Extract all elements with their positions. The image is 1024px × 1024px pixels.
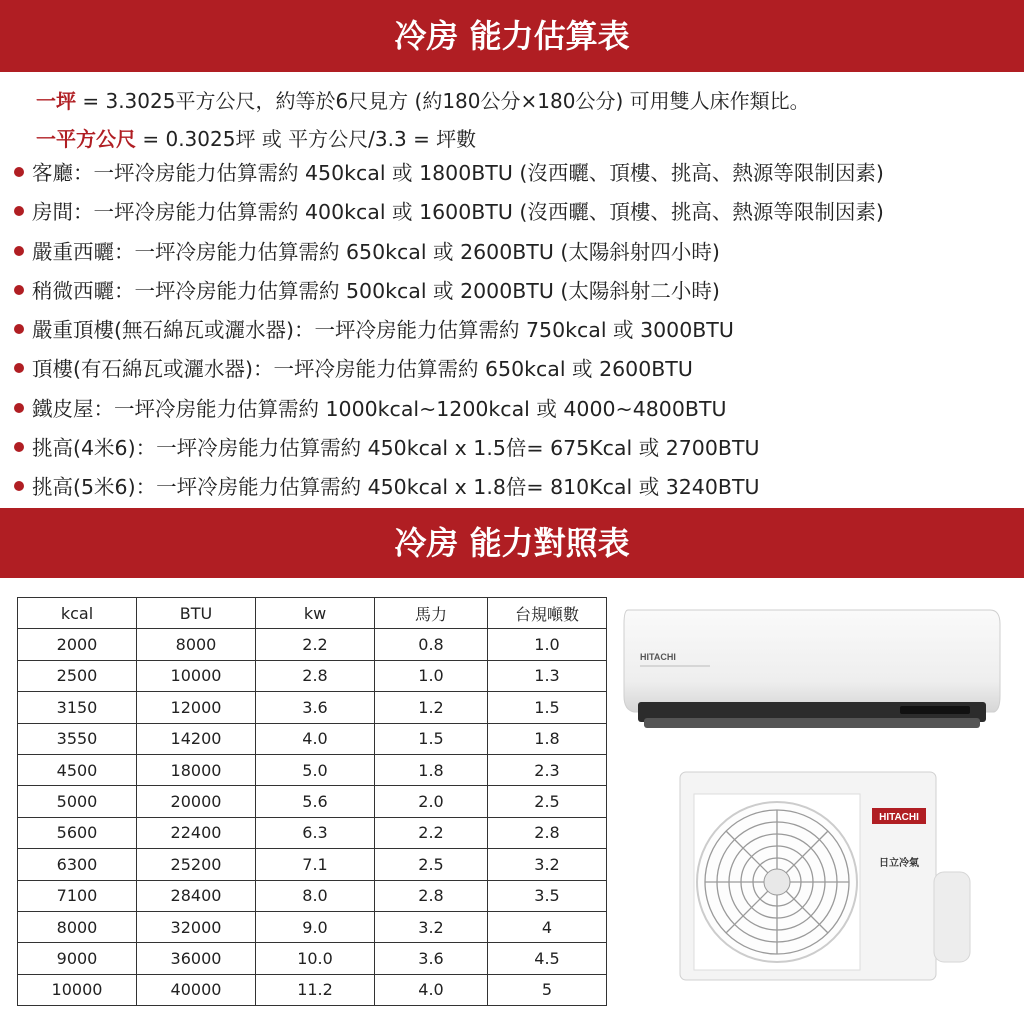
table-cell: 1.5: [488, 692, 607, 723]
table-cell: 20000: [137, 786, 256, 817]
table-cell: 25200: [137, 849, 256, 880]
table-header-row: [18, 598, 607, 629]
table-cell: 5600: [18, 817, 137, 848]
table-cell: 6.3: [256, 817, 375, 848]
table-row: [18, 660, 607, 691]
list-item-text: 頂樓(有石綿瓦或灑水器)：一坪冷房能力估算需約 650kcal 或 2600BTU: [32, 357, 693, 382]
table-cell: 2.2: [256, 629, 375, 660]
table-cell: 10000: [18, 974, 137, 1005]
table-row: [18, 974, 607, 1005]
list-item: [14, 272, 884, 311]
table-cell: 12000: [137, 692, 256, 723]
table-cell: 2.8: [375, 880, 488, 911]
list-item: [14, 154, 884, 193]
bullet-dot-icon: [14, 167, 24, 177]
definition-ping: [36, 82, 810, 120]
table-cell: 4500: [18, 754, 137, 785]
definition-text: = 3.3025平方公尺，約等於6尺見方 (約180公分×180公分) 可用雙人床作類比。: [76, 89, 810, 113]
definition-term: 一坪: [36, 89, 76, 113]
table-row: [18, 880, 607, 911]
table-cell: 9.0: [256, 911, 375, 942]
table-row: [18, 692, 607, 723]
list-item-text: 房間：一坪冷房能力估算需約 400kcal 或 1600BTU (沒西曬、頂樓、挑高、熱源等限制因素): [32, 200, 884, 225]
table-cell: 5.6: [256, 786, 375, 817]
table-cell: 3.6: [256, 692, 375, 723]
list-item-text: 挑高(5米6)：一坪冷房能力估算需約 450kcal x 1.8倍= 810Kcal 或 3240BTU: [32, 475, 760, 500]
table-cell: 8000: [18, 911, 137, 942]
table-cell: 2.3: [488, 754, 607, 785]
table-cell: 4.0: [256, 723, 375, 754]
table-row: [18, 911, 607, 942]
table-cell: 3.6: [375, 943, 488, 974]
definition-sqm: [36, 120, 810, 158]
table-cell: 2.8: [256, 660, 375, 691]
table-cell: 6300: [18, 849, 137, 880]
column-header: 馬力: [375, 598, 488, 629]
indoor-ac-unit-image: [620, 600, 1002, 740]
table-cell: 9000: [18, 943, 137, 974]
indoor-brand-label: HITACHI: [640, 652, 676, 662]
table-cell: 3.2: [375, 911, 488, 942]
table-cell: 8.0: [256, 880, 375, 911]
table-cell: 5.0: [256, 754, 375, 785]
table-cell: 2.5: [375, 849, 488, 880]
table-cell: 18000: [137, 754, 256, 785]
list-item: [14, 193, 884, 232]
table-cell: 1.2: [375, 692, 488, 723]
bullet-dot-icon: [14, 442, 24, 452]
table-cell: 2.8: [488, 817, 607, 848]
bullet-dot-icon: [14, 363, 24, 373]
table-cell: 2500: [18, 660, 137, 691]
table-row: [18, 817, 607, 848]
table-row: [18, 943, 607, 974]
table-cell: 1.5: [375, 723, 488, 754]
column-header: kcal: [18, 598, 137, 629]
bullet-dot-icon: [14, 481, 24, 491]
table-cell: 3.5: [488, 880, 607, 911]
list-item-text: 嚴重西曬：一坪冷房能力估算需約 650kcal 或 2600BTU (太陽斜射四小時): [32, 239, 720, 264]
table-cell: 14200: [137, 723, 256, 754]
table-cell: 4: [488, 911, 607, 942]
table-cell: 22400: [137, 817, 256, 848]
bullet-dot-icon: [14, 403, 24, 413]
list-item-text: 客廳：一坪冷房能力估算需約 450kcal 或 1800BTU (沒西曬、頂樓、挑高、熱源等限制因素): [32, 161, 884, 185]
definition-term: 一平方公尺: [36, 127, 136, 151]
list-item: [14, 350, 884, 389]
list-item-text: 嚴重頂樓(無石綿瓦或灑水器)：一坪冷房能力估算需約 750kcal 或 3000BTU: [32, 318, 734, 343]
bullet-dot-icon: [14, 246, 24, 256]
definition-text: = 0.3025坪 或 平方公尺/3.3 = 坪數: [136, 127, 477, 151]
table-cell: 36000: [137, 943, 256, 974]
list-item: [14, 429, 884, 468]
table-cell: 4.0: [375, 974, 488, 1005]
table-cell: 28400: [137, 880, 256, 911]
column-header: 台規噸數: [488, 598, 607, 629]
table-cell: 1.8: [375, 754, 488, 785]
table-cell: 40000: [137, 974, 256, 1005]
outdoor-product-label: 日立冷氣: [879, 858, 919, 869]
list-item: [14, 311, 884, 350]
definitions: [36, 82, 810, 158]
list-item-text: 鐵皮屋：一坪冷房能力估算需約 1000kcal~1200kcal 或 4000~4800BTU: [32, 396, 727, 421]
outdoor-ac-unit-image: [676, 768, 976, 984]
table-cell: 2.5: [488, 786, 607, 817]
list-item: [14, 233, 884, 272]
table-cell: 1.8: [488, 723, 607, 754]
table-cell: 32000: [137, 911, 256, 942]
table-cell: 10000: [137, 660, 256, 691]
estimate-list: [14, 154, 884, 508]
table-cell: 2000: [18, 629, 137, 660]
table-row: [18, 849, 607, 880]
table-cell: 1.0: [375, 660, 488, 691]
title-banner-comparison: 冷房 能力對照表: [0, 508, 1024, 578]
table-cell: 3150: [18, 692, 137, 723]
bullet-dot-icon: [14, 285, 24, 295]
table-cell: 11.2: [256, 974, 375, 1005]
table-cell: 7.1: [256, 849, 375, 880]
bullet-dot-icon: [14, 206, 24, 216]
table-cell: 0.8: [375, 629, 488, 660]
table-cell: 7100: [18, 880, 137, 911]
table-cell: 10.0: [256, 943, 375, 974]
table-cell: 5: [488, 974, 607, 1005]
table-cell: 3550: [18, 723, 137, 754]
table-cell: 2.0: [375, 786, 488, 817]
table-cell: 8000: [137, 629, 256, 660]
list-item: [14, 468, 884, 507]
list-item-text: 挑高(4米6)：一坪冷房能力估算需約 450kcal x 1.5倍= 675Kcal 或 2700BTU: [32, 436, 760, 461]
bullet-dot-icon: [14, 324, 24, 334]
column-header: kw: [256, 598, 375, 629]
table-row: [18, 723, 607, 754]
table-cell: 5000: [18, 786, 137, 817]
table-row: [18, 786, 607, 817]
table-row: [18, 629, 607, 660]
list-item: [14, 390, 884, 429]
table-cell: 4.5: [488, 943, 607, 974]
column-header: BTU: [137, 598, 256, 629]
table-cell: 1.0: [488, 629, 607, 660]
table-cell: 1.3: [488, 660, 607, 691]
capacity-table: [17, 597, 607, 1006]
table-row: [18, 754, 607, 785]
title-banner-estimate: 冷房 能力估算表: [0, 0, 1024, 72]
outdoor-brand-label: HITACHI: [879, 812, 919, 823]
table-cell: 3.2: [488, 849, 607, 880]
table-cell: 2.2: [375, 817, 488, 848]
list-item-text: 稍微西曬：一坪冷房能力估算需約 500kcal 或 2000BTU (太陽斜射二小時): [32, 278, 720, 303]
